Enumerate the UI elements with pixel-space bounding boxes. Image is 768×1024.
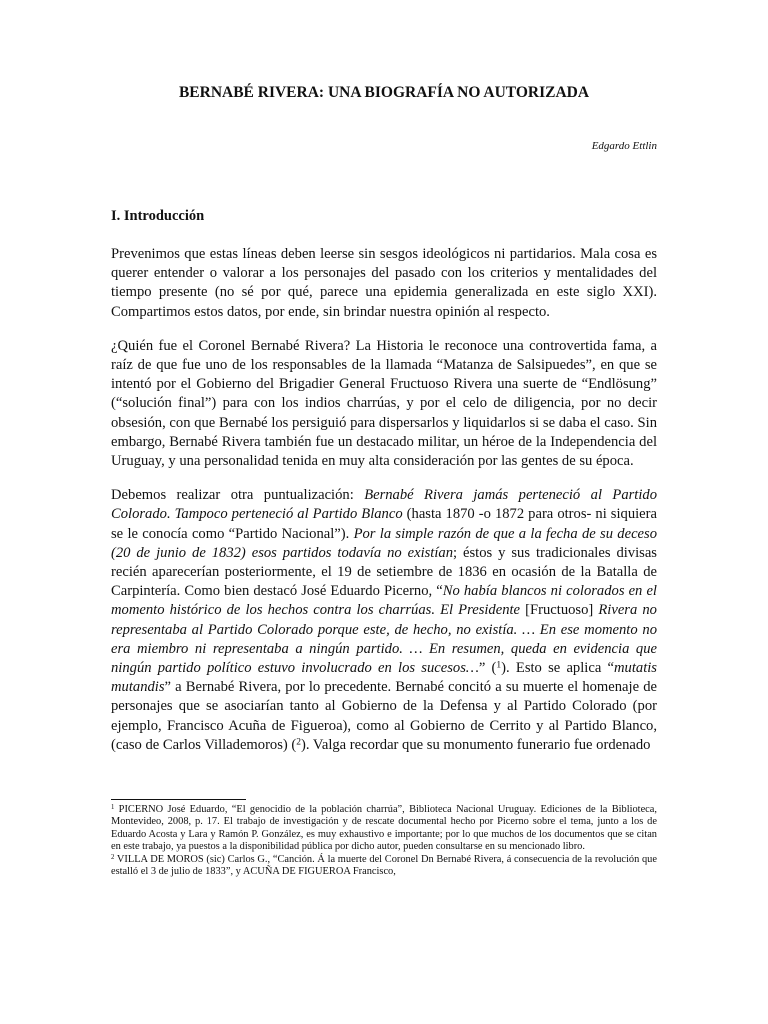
picerno-quote: No había blancos ni colorados en el momento histórico de los hechos contra los charrúas. El Presidente (111, 583, 657, 619)
paragraph-3-text: Debemos realizar otra puntualización: (111, 487, 365, 504)
paragraph-3 (111, 486, 657, 755)
footnote-2-mark: 2 (111, 853, 115, 861)
picerno-quote: Rivera no representaba al Partido Colorado porque este, de hecho, no existía. … En ese momento no era miembro ni representaba a ningún partido. … En resumen, queda en evidencia que ningún partido político estuvo involucrado en los sucesos… (111, 602, 657, 677)
paragraph-3-emphasis: mutatis mutandis (111, 660, 657, 696)
paragraph-3-text: ). Valga recordar que su monumento funerario fue ordenado (301, 736, 651, 753)
footnote-separator (111, 799, 246, 800)
footnote-2-text: VILLA DE MOROS (sic) Carlos G., “Canción. Á la muerte del Coronel Dn Bernabé Rivera, á consecuencia de la revolución que estalló el 3 de julio de 1833”, y ACUÑA DE FIGUEROA Francisco, (111, 853, 657, 878)
footnote-1 (111, 804, 657, 854)
paragraph-3-text: ” a Bernabé Rivera, por lo precedente. Bernabé concitó a su muerte el homenaje de personajes que se asociarían tanto al Gobierno de la Defensa y al Partido Colorado (por ejemplo, Francisco Acuña de Figueroa), como al Gobierno de Cerrito y al Partido Blanco, (caso de Carlos Villademoros) ( (111, 679, 657, 753)
paragraph-2: ¿Quién fue el Coronel Bernabé Rivera? La Historia le reconoce una controvertida fama, a raíz de que fue uno de los responsables de la llamada “Matanza de Salsipuedes”, en que se intentó por el Gobierno del Brigadier General Fructuoso Rivera una suerte de “Endlösung” (“solución final”) para con los indios charrúas, y por el celo de diligencia, por no decir obsesión, con que Bernabé los persiguió para dispersarlos y liquidarlos si se daba el caso. Sin embargo, Bernabé Rivera también fue un destacado militar, un héroe de la Independencia del Uruguay, y una personalidad tenida en muy alta consideración por las gentes de su época. (111, 337, 657, 470)
footnote-1-mark: 1 (111, 803, 115, 811)
author-name: Edgardo Ettlin (591, 140, 657, 152)
footnote-1-text: PICERNO José Eduardo, “El genocidio de la población charrúa”, Biblioteca Nacional Uruguay. Ediciones de la Biblioteca, Montevideo, 2008, p. 17. El trabajo de investigación y de rescate documental hecho por Picerno sobre el tema, junto a los de Eduardo Acosta y Lara y Ramón P. González, es muy exhaustivo e importante; por lo que muchos de los documentos que se citan en este trabajo, ya puestos a la disponibilidad pública por dicho autor, pueden consultarse en su mencionado libro. (111, 804, 657, 853)
paragraph-3-text: ). Esto se aplica “ (501, 660, 614, 677)
footnote-ref-2[interactable]: 2 (296, 737, 302, 748)
paragraph-1: Prevenimos que estas líneas deben leerse sin sesgos ideológicos ni partidarios. Mala cosa es querer entender o valorar a los personajes del pasado con los criterios y mentalidades del tiempo presente (no sé por qué, parece una epidemia generalizada en este siglo XXI). Compartimos estos datos, por ende, sin brindar nuestra opinión al respecto. (111, 246, 657, 320)
body-text (111, 245, 657, 770)
document-title: BERNABÉ RIVERA: UNA BIOGRAFÍA NO AUTORIZADA (178, 84, 590, 101)
paragraph-3-text: [Fructuoso] (520, 602, 599, 619)
footnote-ref-1[interactable]: 1 (496, 660, 502, 671)
paragraph-3-text: ; éstos y sus tradicionales divisas recién aparecerían posteriormente, el 19 de setiembre de 1836 en ocasión de la Batalla de Carpintería. Como bien destacó José Eduardo Picerno, “ (111, 544, 657, 600)
paragraph-3-emphasis: Bernabé Rivera jamás perteneció al Partido Colorado. Tampoco perteneció al Partido Blanco (111, 487, 658, 523)
paragraph-3-text: (hasta 1870 -o 1872 para otros- ni siquiera se le conocía como “Partido Nacional”). (111, 506, 657, 542)
section-heading: I. Introducción (111, 208, 205, 224)
footnotes (111, 804, 657, 878)
paragraph-3-emphasis: Por la simple razón de que a la fecha de su deceso (20 de junio de 1832) esos partidos todavía no existían (111, 525, 657, 561)
footnote-2 (111, 854, 657, 879)
paragraph-3-text: ” ( (478, 660, 497, 677)
